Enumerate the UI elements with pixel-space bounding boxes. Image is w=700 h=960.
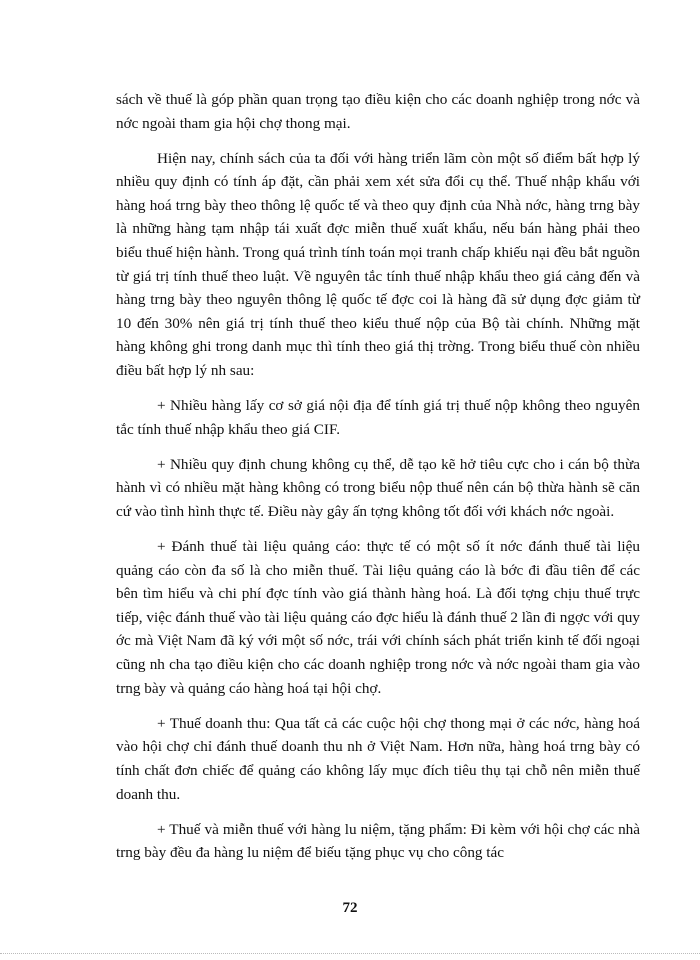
- paragraph: Hiện nay, chính sách của ta đối với hàng triển lãm còn một số điểm bất hợp lý nhiều quy định có tính áp đặt, cần phải xem xét sửa đổi cụ thể. Thuế nhập khẩu với hàng hoá trng bày theo thông lệ quốc tế và theo quy định của Nhà nớc, hàng trng bày là những hàng tạm nhập tái xuất đợc miễn thuế xuất khẩu, nếu bán hàng phải theo biểu thuế hiện hành. Trong quá trình tính toán mọi tranh chấp khiếu nại đều bắt nguồn từ giá trị tính thuế theo luật. Về nguyên tắc tính thuế nhập khẩu theo giá cảng đến và hàng trng bày theo nguyên thông lệ quốc tế đợc coi là hàng đã sử dụng đợc giảm từ 10 đến 30% nên giá trị tính thuế theo kiểu thuế nộp của Bộ tài chính. Những mặt hàng không ghi trong danh mục thì tính theo giá thị trờng. Trong biểu thuế còn nhiều điều bất hợp lý nh sau:: [116, 149, 640, 380]
- paragraph: + Thuế doanh thu: Qua tất cả các cuộc hội chợ thong mại ở các nớc, hàng hoá vào hội chợ chỉ đánh thuế doanh thu nh ở Việt Nam. Hơn nữa, hàng hoá trng bày có tính chất đơn chiếc để quảng cáo không lấy mục đích tiêu thụ tại chỗ nên miễn thuế doanh thu.: [116, 714, 640, 803]
- paragraph: + Thuế và miễn thuế với hàng lu niệm, tặng phẩm: Đi kèm với hội chợ các nhà trng bày đều đa hàng lu niệm để biếu tặng phục vụ cho công tác: [116, 820, 640, 862]
- document-body: [116, 88, 640, 876]
- paragraph: + Nhiều quy định chung không cụ thể, dễ tạo kẽ hở tiêu cực cho i cán bộ thừa hành vì có nhiều mặt hàng không có trong biểu nộp thuế nên cán bộ thừa hành sẽ căn cứ vào tình hình thực tế. Điều này gây ấn tợng không tốt đối với khách nớc ngoài.: [116, 455, 640, 520]
- page-number: 72: [342, 900, 358, 916]
- paragraph: + Nhiều hàng lấy cơ sở giá nội địa để tính giá trị thuế nộp không theo nguyên tắc tính thuế nhập khẩu theo giá CIF.: [116, 397, 640, 438]
- paragraph: sách về thuế là góp phần quan trọng tạo điều kiện cho các doanh nghiệp trong nớc và nớc ngoài tham gia hội chợ thong mại.: [116, 91, 640, 132]
- page-bottom-divider: [0, 953, 700, 954]
- paragraph: + Đánh thuế tài liệu quảng cáo: thực tế có một số ít nớc đánh thuế tài liệu quảng cáo còn đa số là cho miễn thuế. Tài liệu quảng cáo là bớc đi đầu tiên để các bên tìm hiểu và chi phí đợc tính vào giá thành hàng hoá. Là đối tợng chịu thuế trực tiếp, việc đánh thuế vào tài liệu quảng cáo đợc hiểu là đánh thuế 2 lần đi ngợc với quy ớc mà Việt Nam đã ký với một số nớc, trái với chính sách phát triển kinh tế đối ngoại cũng nh cha tạo điều kiện cho các doanh nghiệp trong nớc và nớc ngoài tham gia vào trng bày và quảng cáo hàng hoá tại hội chợ.: [116, 538, 640, 697]
